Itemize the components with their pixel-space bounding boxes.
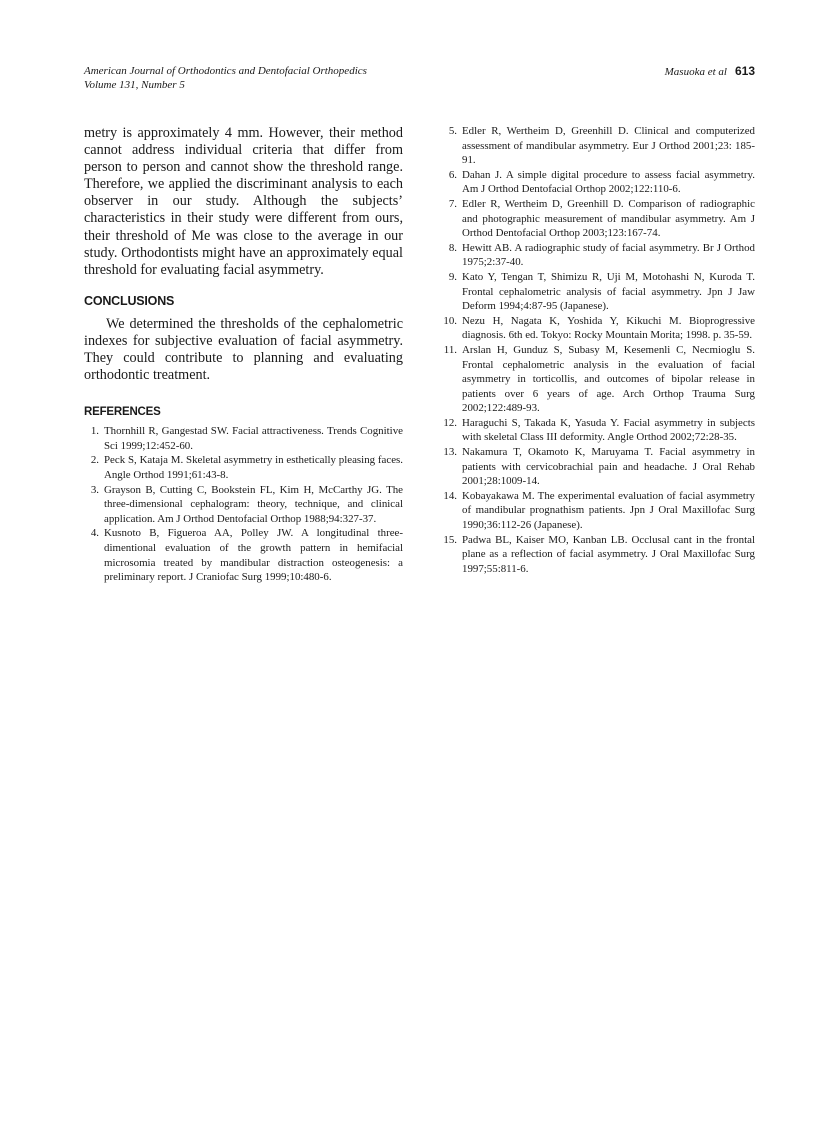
reference-text: Hewitt AB. A radiographic study of facial asymmetry. Br J Orthod 1975;2:37-40. [462, 241, 755, 269]
reference-number: 9. [448, 270, 457, 283]
reference-number: 8. [448, 241, 457, 254]
reference-item [442, 416, 755, 445]
reference-text: Edler R, Wertheim D, Greenhill D. Comparison of radiographic and photographic measurement of mandibular asymmetry. Am J Orthod Dentofacial Orthop 2003;123:167-74. [462, 197, 755, 240]
reference-number: 3. [90, 483, 99, 496]
reference-text: Kato Y, Tengan T, Shimizu R, Uji M, Motohashi N, Kuroda T. Frontal cephalometric analysis of facial asymmetry. Jpn J Jaw Deform 1994;4:87-95 (Japanese). [462, 270, 755, 313]
reference-number: 12. [443, 416, 457, 429]
reference-number: 5. [448, 125, 457, 137]
reference-number: 10. [443, 314, 457, 327]
reference-text: Dahan J. A simple digital procedure to assess facial asymmetry. Am J Orthod Dentofacial Orthop 2002;122:110-6. [462, 168, 755, 196]
discussion-paragraph: metry is approximately 4 mm. However, their method cannot address individual criteria that differ from person to person and cannot show the threshold range. Therefore, we applied the discriminant analysis to each observer in our study. Although the subjects’ characteristics in their study were different from ours, their threshold of Me was close to the average in our study. Orthodontists might have an approximately equal threshold for evaluating facial asymmetry. [84, 125, 403, 278]
running-authors: Masuoka et al [664, 66, 727, 78]
page-number: 613 [734, 64, 755, 78]
reference-item [442, 270, 755, 314]
reference-item [442, 489, 755, 533]
reference-text: Haraguchi S, Takada K, Yasuda Y. Facial asymmetry in subjects with skeletal Class III deformity. Angle Orthod 2002;72:28-35. [462, 416, 755, 444]
reference-item [84, 483, 403, 527]
running-header-right [665, 64, 755, 79]
reference-number: 7. [448, 197, 457, 210]
right-column [442, 124, 755, 576]
left-column [84, 125, 403, 585]
reference-number: 14. [443, 489, 457, 502]
journal-title: American Journal of Orthodontics and Dentofacial Orthopedics [84, 65, 367, 77]
reference-text: Padwa BL, Kaiser MO, Kanban LB. Occlusal cant in the frontal plane as a reflection of facial asymmetry. J Oral Maxillofac Surg 1997;55:811-6. [462, 533, 755, 575]
conclusions-paragraph: We determined the thresholds of the cephalometric indexes for subjective evaluation of facial asymmetry. They could contribute to planning and evaluating orthodontic treatment. [84, 315, 403, 384]
reference-list-right [442, 124, 755, 576]
reference-item [84, 424, 403, 453]
reference-item [442, 241, 755, 270]
references-heading: REFERENCES [84, 406, 161, 419]
reference-item [442, 343, 755, 416]
reference-list-left [84, 424, 403, 585]
reference-item [442, 197, 755, 241]
reference-text: Grayson B, Cutting C, Bookstein FL, Kim H, McCarthy JG. The three-dimensional cephalogram: theory, technique, and clinical application. Am J Orthod Dentofacial Orthop 1988;94:327-37. [104, 483, 403, 525]
reference-text: Thornhill R, Gangestad SW. Facial attractiveness. Trends Cognitive Sci 1999;12:452-60. [104, 425, 403, 452]
reference-text: Edler R, Wertheim D, Greenhill D. Clinical and computerized assessment of mandibular asymmetry. Eur J Orthod 2001;23: 185-91. [462, 125, 755, 167]
reference-item [442, 124, 755, 168]
reference-item [84, 453, 403, 482]
reference-text: Kobayakawa M. The experimental evaluation of facial asymmetry of mandibular prognathism patients. Jpn J Oral Maxillofac Surg 1990;36:112-26 (Japanese). [462, 489, 755, 532]
reference-text: Kusnoto B, Figueroa AA, Polley JW. A longitudinal three-dimentional evaluation of the growth pattern in hemifacial microsomia treated by mandibular distraction osteogenesis: a preliminary report. J Craniofac Surg 1999;10:480-6. [104, 527, 403, 584]
journal-volume: Volume 131, Number 5 [84, 79, 185, 91]
reference-item [442, 314, 755, 343]
reference-text: Arslan H, Gunduz S, Subasy M, Kesemenli C, Necmioglu S. Frontal cephalometric analysis in the evaluation of facial asymmetry in torticollis, and outcomes of bipolar release in patients over 6 years of age. Arch Orthop Trauma Surg 2002;122:489-93. [462, 343, 755, 415]
reference-text: Nakamura T, Okamoto K, Maruyama T. Facial asymmetry in patients with cervicobrachial pain and headache. J Oral Rehab 2001;28:1009-14. [462, 446, 755, 488]
reference-item [442, 445, 755, 489]
reference-number: 13. [443, 446, 457, 459]
reference-number: 11. [443, 343, 457, 356]
reference-number: 15. [443, 533, 457, 546]
conclusions-heading: CONCLUSIONS [84, 293, 175, 308]
reference-text: Nezu H, Nagata K, Yoshida Y, Kikuchi M. Bioprogressive diagnosis. 6th ed. Tokyo: Rocky Mountain Morita; 1998. p. 35-59. [462, 314, 755, 342]
reference-number: 6. [448, 168, 457, 181]
reference-item [442, 168, 755, 197]
reference-item [84, 526, 403, 584]
reference-text: Peck S, Kataja M. Skeletal asymmetry in esthetically pleasing faces. Angle Orthod 1991;61:43-8. [104, 454, 403, 481]
reference-item [442, 533, 755, 577]
running-header-left [84, 64, 367, 92]
reference-number: 4. [90, 527, 99, 540]
reference-number: 2. [90, 454, 99, 467]
reference-number: 1. [90, 425, 99, 438]
